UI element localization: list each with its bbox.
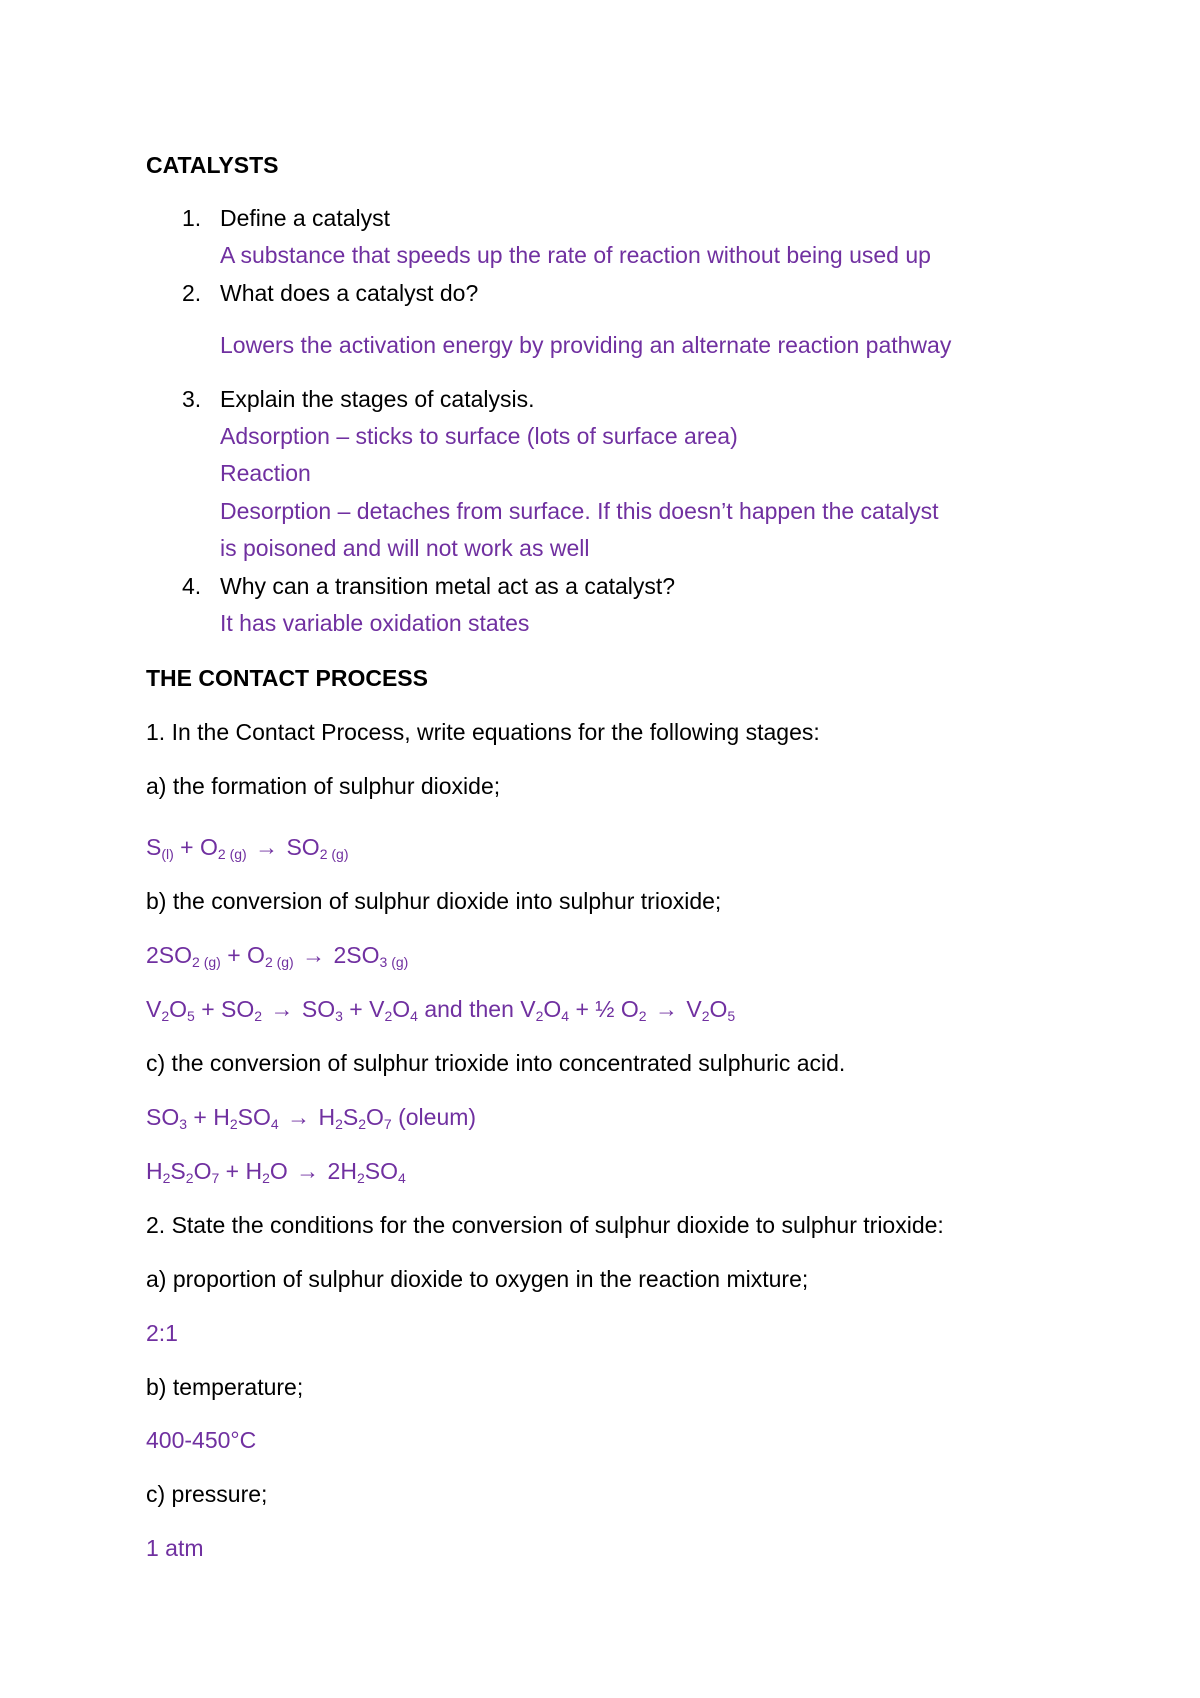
q4-number: 4. <box>182 573 202 599</box>
q4-answer: It has variable oxidation states <box>220 610 530 636</box>
contact-q2c-answer: 1 atm <box>146 1535 204 1561</box>
q3-answer-desorption: Desorption – detaches from surface. If this doesn’t happen the catalyst <box>220 498 939 524</box>
contact-q2a-answer: 2:1 <box>146 1320 178 1346</box>
contact-q2c: c) pressure; <box>146 1481 268 1507</box>
contact-q1a: a) the formation of sulphur dioxide; <box>146 773 501 799</box>
q4-text: Why can a transition metal act as a catalyst? <box>220 573 676 599</box>
contact-q2b: b) temperature; <box>146 1374 304 1400</box>
contact-heading: THE CONTACT PROCESS <box>146 665 428 691</box>
contact-q1b: b) the conversion of sulphur dioxide into sulphur trioxide; <box>146 888 722 914</box>
contact-q1c: c) the conversion of sulphur trioxide into concentrated sulphuric acid. <box>146 1050 846 1076</box>
q3-answer-poisoned: is poisoned and will not work as well <box>220 535 590 561</box>
q2-number: 2. <box>182 280 202 306</box>
arrow-icon: → <box>654 996 678 1022</box>
equation-vanadium-catalyst: $V_2O_5 + SO_2 \to SO_3 + V_2O_4$ and then $V_2O_4$ + ½ $O_2 \to V_2O_5$ <box>146 996 736 1024</box>
equation-oleum: $SO_3 + H_2SO_4 \to H_2S_2O_7$ (oleum) <box>146 1104 477 1132</box>
q1-text: Define a catalyst <box>220 205 391 231</box>
q1-number: 1. <box>182 205 202 231</box>
q3-number: 3. <box>182 386 202 412</box>
equation-sulphur-dioxide: $S_{(l)} + O_{2 (g)} \to SO_{2 (g)}$ <box>146 834 349 862</box>
contact-q2b-answer: 400-450°C <box>146 1427 257 1453</box>
q3-text: Explain the stages of catalysis. <box>220 386 535 412</box>
equation-sulphuric-acid: $H_2S_2O_7 + H_2O \to 2H_2SO_4$ <box>146 1158 406 1186</box>
q3-answer-adsorption: Adsorption – sticks to surface (lots of surface area) <box>220 423 738 449</box>
contact-q2: 2. State the conditions for the conversion of sulphur dioxide to sulphur trioxide: <box>146 1212 944 1238</box>
q2-text: What does a catalyst do? <box>220 280 479 306</box>
arrow-icon: → <box>302 942 326 968</box>
contact-q2a: a) proportion of sulphur dioxide to oxygen in the reaction mixture; <box>146 1266 809 1292</box>
q1-answer: A substance that speeds up the rate of reaction without being used up <box>220 242 931 268</box>
arrow-icon: → <box>287 1104 311 1130</box>
catalysts-heading: CATALYSTS <box>146 152 279 178</box>
arrow-icon: → <box>255 834 279 860</box>
contact-q1: 1. In the Contact Process, write equations for the following stages: <box>146 719 820 745</box>
arrow-icon: → <box>270 996 294 1022</box>
q2-answer: Lowers the activation energy by providing an alternate reaction pathway <box>220 332 952 358</box>
arrow-icon: → <box>296 1158 320 1184</box>
q3-answer-reaction: Reaction <box>220 460 311 486</box>
equation-sulphur-trioxide: $2SO_{2 (g)} + O_{2 (g)} \to 2SO_{3 (g)}$ <box>146 942 409 970</box>
